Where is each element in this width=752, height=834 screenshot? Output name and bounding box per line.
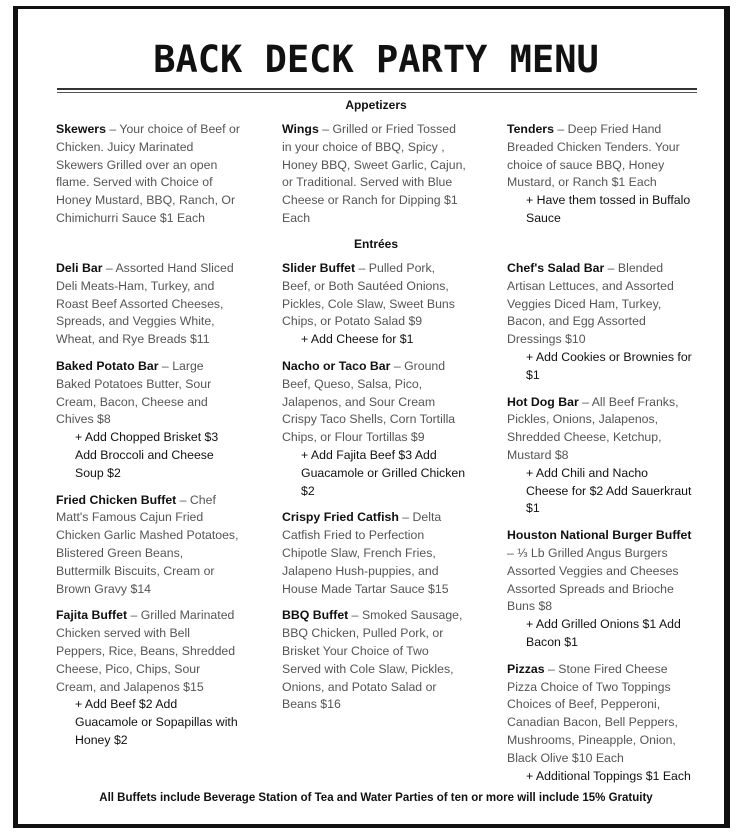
entree-column-1 <box>56 260 241 750</box>
title-divider-thin <box>57 92 697 93</box>
menu-item-addon: + Add Fajita Beef $3 Add Guacamole or Grilled Chicken $2 <box>301 447 466 498</box>
menu-item: Skewers – Your choice of Beef or Chicken. Juicy Marinated Skewers Grilled over an open flame. Served with Choice of Honey Mustard, BBQ, Ranch, Or Chimichurri Sauce $1 Each <box>56 122 240 225</box>
menu-item-addon: + Add Cheese for $1 <box>301 332 414 347</box>
menu-item: Crispy Fried Catfish – Delta Catfish Fried to Perfection Chipotle Slaw, French Fries, Jalapeno Hush-puppies, and House Made Tartar Sauce $15 <box>282 510 449 596</box>
menu-item: Tenders – Deep Fried Hand Breaded Chicken Tenders. Your choice of sauce BBQ, Honey Mustard, or Ranch $1 Each <box>507 122 680 190</box>
menu-item: Chef's Salad Bar – Blended Artisan Lettuces, and Assorted Veggies Diced Ham, Turkey, Bacon, and Egg Assorted Dressings $10 <box>507 261 674 347</box>
menu-item-addon: + Additional Toppings $1 Each <box>526 768 691 783</box>
menu-item-addon: + Have them tossed in Buffalo Sauce <box>526 193 691 225</box>
appetizer-column-3 <box>507 121 692 228</box>
menu-item: Fajita Buffet – Grilled Marinated Chicken served with Bell Peppers, Rice, Beans, Shredded Cheese, Pico, Chips, Sour Cream, and Jalapenos $15 <box>56 608 236 694</box>
footer-note: All Buffets include Beverage Station of Tea and Water Parties of ten or more will include 15% Gratuity <box>99 792 653 804</box>
appetizer-column-2 <box>282 121 467 228</box>
menu-item: Fried Chicken Buffet – Chef Matt's Famous Cajun Fried Chicken Garlic Mashed Potatoes, Blistered Green Beans, Buttermilk Biscuits, Cream or Brown Gravy $14 <box>56 492 239 596</box>
menu-item: Pizzas – Stone Fired Cheese Pizza Choice of Two Toppings Choices of Beef, Pepperoni, Canadian Bacon, Bell Peppers, Mushrooms, Pineapple, Onion, Black Olive $10 Each <box>507 661 678 765</box>
menu-item-addon: + Add Chili and Nacho Cheese for $2 Add Sauerkraut $1 <box>526 465 692 516</box>
entree-column-2 <box>282 260 467 714</box>
menu-item: Houston National Burger Buffet – ⅓ Lb Grilled Angus Burgers Assorted Veggies and Cheeses Assorted Spreads and Brioche Buns $8 <box>507 528 692 614</box>
entree-column-3 <box>507 260 692 785</box>
entrees-heading: Entrées <box>353 237 399 251</box>
menu-item-addon: + Add Grilled Onions $1 Add Bacon $1 <box>526 617 681 649</box>
menu-item: Slider Buffet – Pulled Pork, Beef, or Both Sautéed Onions, Pickles, Cole Slaw, Sweet Buns Chips, or Potato Salad $9 <box>282 261 455 329</box>
menu-item: Baked Potato Bar – Large Baked Potatoes Butter, Sour Cream, Bacon, Cheese and Chives $8 <box>56 358 212 427</box>
menu-item: Nacho or Taco Bar – Ground Beef, Queso, Salsa, Pico, Jalapenos, and Sour Cream Crispy Taco Shells, Corn Tortilla Chips, or Flour Tortillas $9 <box>282 358 456 445</box>
title-divider <box>57 88 697 90</box>
menu-item: Deli Bar – Assorted Hand Sliced Deli Meats-Ham, Turkey, and Roast Beef Assorted Cheeses, Spreads, and Veggies White, Wheat, and Rye Breads $11 <box>56 261 234 347</box>
menu-item-addon: + Add Beef $2 Add Guacamole or Sopapillas with Honey $2 <box>75 697 238 747</box>
menu-item-addon: + Add Chopped Brisket $3 Add Broccoli and Cheese Soup $2 <box>75 430 219 480</box>
appetizer-column-1 <box>56 121 241 228</box>
menu-item: BBQ Buffet – Smoked Sausage, BBQ Chicken, Pulled Pork, or Brisket Your Choice of Two Served with Cole Slaw, Pickles, Onions, and Potato Salad or Beans $16 <box>282 608 463 712</box>
menu-title: BACK DECK PARTY MENU <box>153 38 599 81</box>
appetizers-heading: Appetizers <box>345 98 407 112</box>
menu-item-addon: + Add Cookies or Brownies for $1 <box>526 349 692 382</box>
menu-item: Wings – Grilled or Fried Tossed in your choice of BBQ, Spicy , Honey BBQ, Sweet Garlic, Cajun, or Traditional. Served with Blue Cheese or Ranch for Dipping $1 Each <box>282 122 466 225</box>
menu-item: Hot Dog Bar – All Beef Franks, Pickles, Onions, Jalapenos, Shredded Cheese, Ketchup, Mustard $8 <box>507 394 679 462</box>
